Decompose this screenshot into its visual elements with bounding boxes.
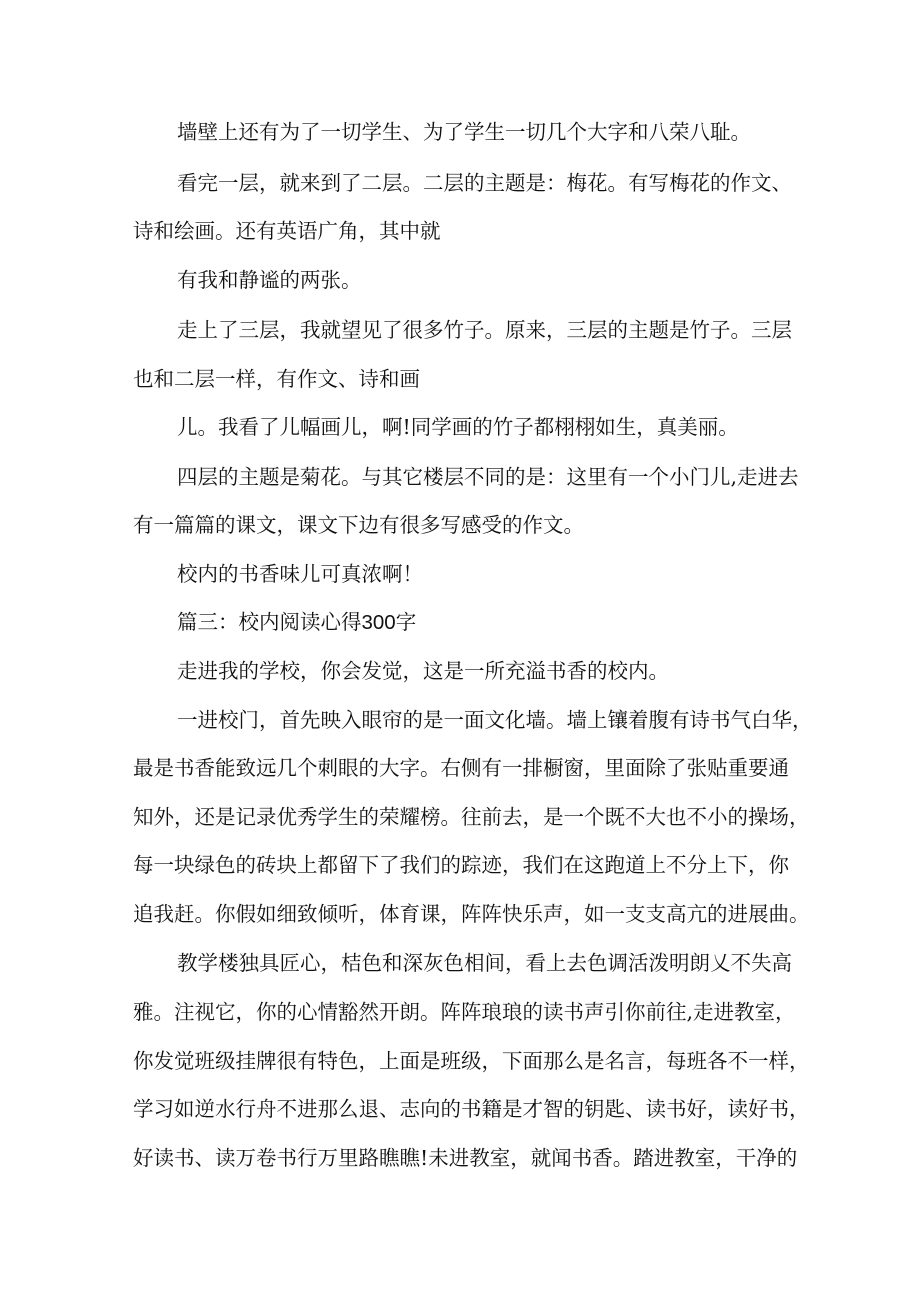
text-line: 走上了三层，我就望见了很多竹子。原来，三层的主题是竹子。三层 <box>177 318 792 342</box>
text-line: 也和二层一样，有作文、诗和画 <box>133 367 420 391</box>
section-heading-number: 300字 <box>361 611 417 634</box>
text-line: 雅。注视它，你的心情豁然开朗。阵阵琅琅的读书声引你前往,走进教室， <box>133 1000 796 1024</box>
text-line: 四层的主题是菊花。与其它楼层不同的是：这里有一个小门儿,走进去 <box>177 465 799 489</box>
text-line: 诗和绘画。还有英语广角，其中就 <box>133 219 441 243</box>
text-line: 看完一层，就来到了二层。二层的主题是：梅花。有写梅花的作文、 <box>177 171 792 195</box>
section-heading-text: 篇三：校内阅读心得 <box>177 610 362 634</box>
text-line: 教学楼独具匠心，桔色和深灰色相间，看上去色调活泼明朗乂不失高 <box>177 951 792 975</box>
text-line: 你发觉班级挂牌很有特色，上面是班级，下面那么是名言，每班各不一样， <box>133 1049 810 1073</box>
text-line: 有一篇篇的课文，课文下边有很多写感受的作文。 <box>133 513 584 537</box>
text-line: 好读书、读万卷书行万里路瞧瞧!未进教室，就闻书香。踏进教室，干净的 <box>133 1146 798 1170</box>
text-line: 最是书香能致远几个刺眼的大字。右侧有一排橱窗，里面除了张贴重要通 <box>133 756 789 780</box>
text-line: 校内的书香味儿可真浓啊！ <box>177 562 423 586</box>
text-line: 有我和静谧的两张。 <box>177 268 362 292</box>
text-line: 儿。我看了儿幅画儿，啊!同学画的竹子都栩栩如生，真美丽。 <box>177 415 739 439</box>
text-line: 走进我的学校，你会发觉，这是一所充溢书香的校内。 <box>177 659 669 683</box>
text-line: 一进校门，首先映入眼帘的是一面文化墙。墙上镶着腹有诗书气白华， <box>177 708 813 732</box>
text-line: 学习如逆水行舟不进那么退、志向的书籍是才智的钥匙、读书好，读好书， <box>133 1097 810 1121</box>
text-line: 墙壁上还有为了一切学生、为了学生一切几个大字和八荣八耻。 <box>177 120 751 144</box>
text-line: 知外，还是记录优秀学生的荣耀榜。往前去，是一个既不大也不小的操场， <box>133 805 810 829</box>
text-line: 每一块绿色的砖块上都留下了我们的踪迹，我们在这跑道上不分上下，你 <box>133 853 789 877</box>
text-line: 追我赶。你假如细致倾听，体育课，阵阵快乐声，如一支支高亢的进展曲。 <box>133 902 810 926</box>
section-heading <box>177 610 416 635</box>
